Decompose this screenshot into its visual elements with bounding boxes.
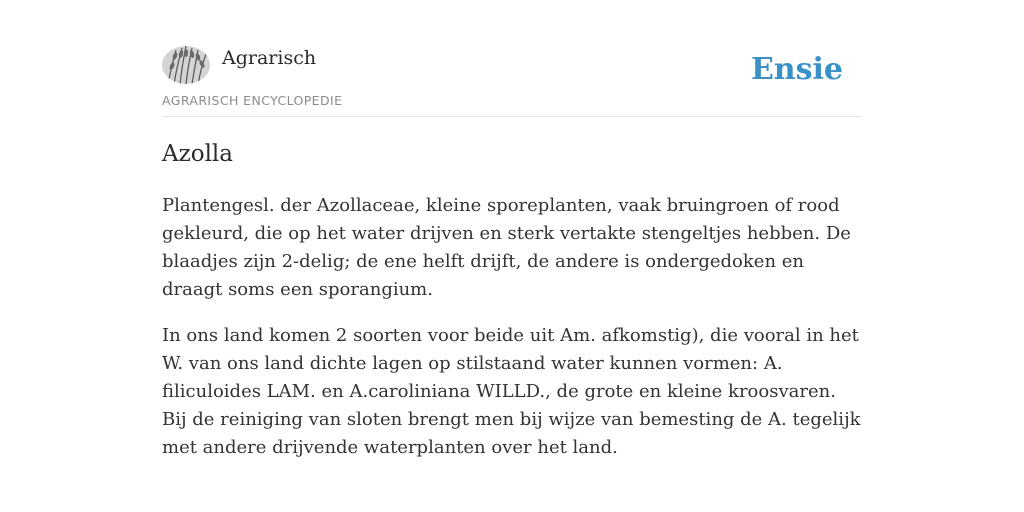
article-title: Azolla (162, 141, 233, 167)
source-header (162, 46, 862, 117)
article-paragraph: Plantengesl. der Azollaceae, kleine sporeplanten, vaak bruingroen of rood gekleurd, die op het water drijven en sterk vertakte stengeltjes hebben. De blaadjes zijn 2-delig; de ene helft drijft, de andere is ondergedoken en draagt soms een sporangium. (162, 195, 851, 300)
wheat-ears-icon[interactable] (162, 46, 210, 84)
source-subtitle: AGRARISCH ENCYCLOPEDIE (162, 93, 343, 108)
article-paragraph: In ons land komen 2 soorten voor beide uit Am. afkomstig), die vooral in het W. van ons land dichte lagen op stilstaand water kunnen vormen: A. filiculoides LAM. en A.caroliniana WILLD., de grote en kleine kroosvaren. Bij de reiniging van sloten brengt men bij wijze van bemesting de A. tegelijk met andere drijvende waterplanten over het land. (162, 325, 861, 458)
brand-logo[interactable]: Ensie (750, 52, 843, 87)
source-name[interactable]: Agrarisch (222, 47, 317, 69)
article-body (162, 192, 864, 480)
